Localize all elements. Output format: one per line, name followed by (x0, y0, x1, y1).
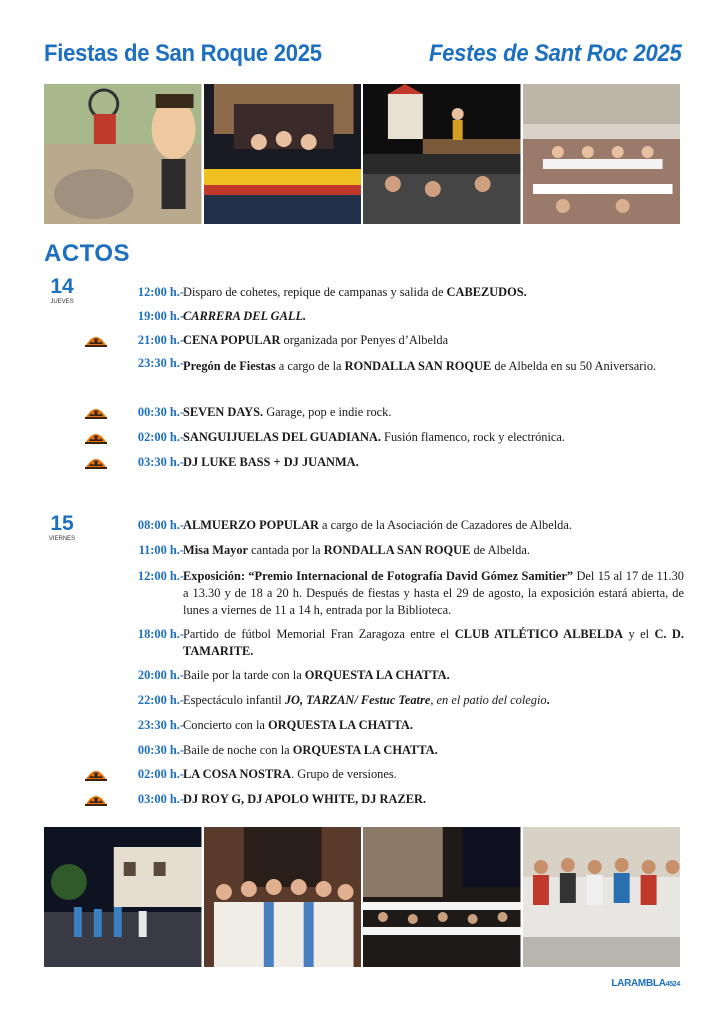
day-number: 15 (50, 512, 74, 535)
event-description (183, 284, 684, 301)
event-description (183, 667, 684, 684)
event-text: Pregón de Fiestas (183, 359, 276, 373)
event-description (183, 568, 684, 619)
event-text: Misa Mayor (183, 543, 249, 557)
event-time: 12:00 h.- (137, 285, 184, 299)
concert-stage-icon (84, 789, 108, 807)
event-description (183, 717, 684, 734)
event-description (183, 454, 684, 471)
photo-dinner-hall (523, 84, 681, 224)
title-es: Fiestas de San Roque 2025 (44, 40, 322, 67)
event-time: 11:00 h.- (138, 543, 184, 557)
event-time: 03:00 h.- (137, 792, 184, 806)
concert-stage-icon (84, 452, 108, 470)
event-text: C. D. TAMARITE. (183, 627, 684, 658)
event-text: ORQUESTA LA CHATTA. (268, 718, 413, 732)
top-photo-strip (44, 84, 680, 224)
event-row (84, 692, 684, 709)
event-row (84, 542, 684, 559)
event-description (183, 308, 684, 325)
event-description (183, 404, 684, 421)
event-text: ORQUESTA LA CHATTA. (292, 743, 438, 757)
event-time: 02:00 h.- (137, 430, 184, 444)
event-description (183, 626, 684, 660)
event-text: Del 15 al 17 de 11.30 a 13.30 y de 18 a 20 h. Después de fiestas y hasta el 29 de agosto, la exposición estará abierta, de lunes a viernes de 11 a 14 h, entrada por la Biblioteca. (183, 569, 684, 617)
event-row (84, 284, 684, 301)
day-14-badge (44, 276, 80, 305)
event-text: Partido de fútbol Memorial Fran Zaragoza entre el (183, 627, 455, 641)
event-time: 02:00 h.- (137, 767, 184, 781)
event-text: Fusión flamenco, rock y electrónica. (380, 430, 566, 444)
event-text: Espectáculo infantil (183, 693, 285, 707)
concert-stage-icon (84, 427, 108, 445)
event-text: CARRERA DEL GALL. (183, 309, 307, 323)
day-name: JUEVES (50, 299, 74, 305)
event-description (183, 332, 684, 349)
event-row (84, 355, 684, 377)
event-text: ORQUESTA LA CHATTA. (304, 668, 450, 682)
event-time: 00:30 h.- (137, 405, 184, 419)
event-text: CABEZUDOS. (446, 285, 527, 299)
event-text: Concierto con la (183, 718, 268, 732)
event-text: de Albelda en su 50 Aniversario. (491, 359, 657, 373)
event-row (84, 791, 684, 808)
event-text: SEVEN DAYS. (183, 405, 264, 419)
event-text: RONDALLA SAN ROQUE (323, 543, 471, 557)
event-time: 12:00 h.- (137, 569, 184, 583)
event-time: 08:00 h.- (137, 518, 184, 532)
event-text: a cargo de la (275, 359, 345, 373)
event-text: Baile de noche con la (183, 743, 293, 757)
event-row (84, 429, 684, 446)
bottom-photo-strip (44, 827, 680, 967)
event-text: CLUB ATLÉTICO ALBELDA (454, 627, 624, 641)
event-row (84, 568, 684, 619)
event-description (183, 429, 684, 446)
event-text: cantada por la (248, 543, 324, 557)
event-text: de Albelda. (470, 543, 530, 557)
event-text: Exposición: “Premio Internacional de Fotografía David Gómez Samitier” (183, 569, 574, 583)
event-text: , en el patio del colegio (430, 693, 547, 707)
day-name: VIERNES (48, 536, 76, 542)
event-time: 03:30 h.- (137, 455, 184, 469)
photo-cabezudos (44, 84, 202, 224)
concert-stage-icon (84, 764, 108, 782)
event-time: 18:00 h.- (137, 627, 184, 641)
title-ca: Festes de Sant Roc 2025 (429, 40, 682, 67)
event-description (183, 742, 684, 759)
magazine-name: LARAMBLA (611, 978, 666, 989)
event-description (183, 517, 684, 534)
event-row (84, 454, 684, 471)
section-title: ACTOS (44, 240, 131, 267)
event-text: CENA POPULAR (183, 333, 281, 347)
event-text: . (546, 693, 550, 707)
event-text: LA COSA NOSTRA (183, 767, 292, 781)
event-text: a cargo de la Asociación de Cazadores de Albelda. (318, 518, 572, 532)
photo-theatre-stage (363, 84, 521, 224)
event-row (84, 742, 684, 759)
event-row (84, 717, 684, 734)
event-time: 23:30 h.- (137, 356, 184, 370)
event-text: SANGUIJUELAS DEL GUADIANA. (183, 430, 381, 444)
event-row (84, 332, 684, 349)
footer-brand (611, 978, 680, 989)
photo-group-portrait (204, 827, 362, 967)
concert-stage-icon (84, 330, 108, 348)
event-description (183, 791, 684, 808)
photo-street-dinner (363, 827, 521, 967)
event-description (183, 692, 684, 709)
event-text: y el (623, 627, 655, 641)
event-text: Garage, pop e indie rock. (263, 405, 392, 419)
event-description (183, 355, 684, 377)
event-description (183, 766, 684, 783)
event-row (84, 766, 684, 783)
event-row (84, 517, 684, 534)
event-time: 23:30 h.- (137, 718, 184, 732)
event-time: 22:00 h.- (137, 693, 184, 707)
event-row (84, 308, 684, 325)
photo-night-parade (44, 827, 202, 967)
day-number: 14 (50, 275, 74, 298)
event-text: RONDALLA SAN ROQUE (344, 359, 492, 373)
event-row (84, 667, 684, 684)
event-row (84, 626, 684, 660)
event-text: ALMUERZO POPULAR (183, 518, 319, 532)
event-time: 00:30 h.- (137, 743, 184, 757)
day-15-badge (44, 513, 80, 542)
event-text: Disparo de cohetes, repique de campanas y salida de (183, 285, 447, 299)
event-text: DJ ROY G, DJ APOLO WHITE, DJ RAZER. (183, 792, 427, 806)
event-text: Baile por la tarde con la (183, 668, 305, 682)
concert-stage-icon (84, 402, 108, 420)
page-numbers: 4524 (665, 981, 680, 988)
event-text: organizada por Penyes d’Albelda (280, 333, 449, 347)
event-time: 19:00 h.- (137, 309, 184, 323)
event-time: 21:00 h.- (137, 333, 184, 347)
photo-balcony-pregon (204, 84, 362, 224)
event-text: JO, TARZAN/ Festuc Teatre (284, 693, 431, 707)
event-text: . Grupo de versiones. (291, 767, 397, 781)
photo-race-winners (523, 827, 681, 967)
event-time: 20:00 h.- (137, 668, 184, 682)
event-text: DJ LUKE BASS + DJ JUANMA. (183, 455, 359, 469)
event-row (84, 404, 684, 421)
event-description (183, 542, 684, 559)
